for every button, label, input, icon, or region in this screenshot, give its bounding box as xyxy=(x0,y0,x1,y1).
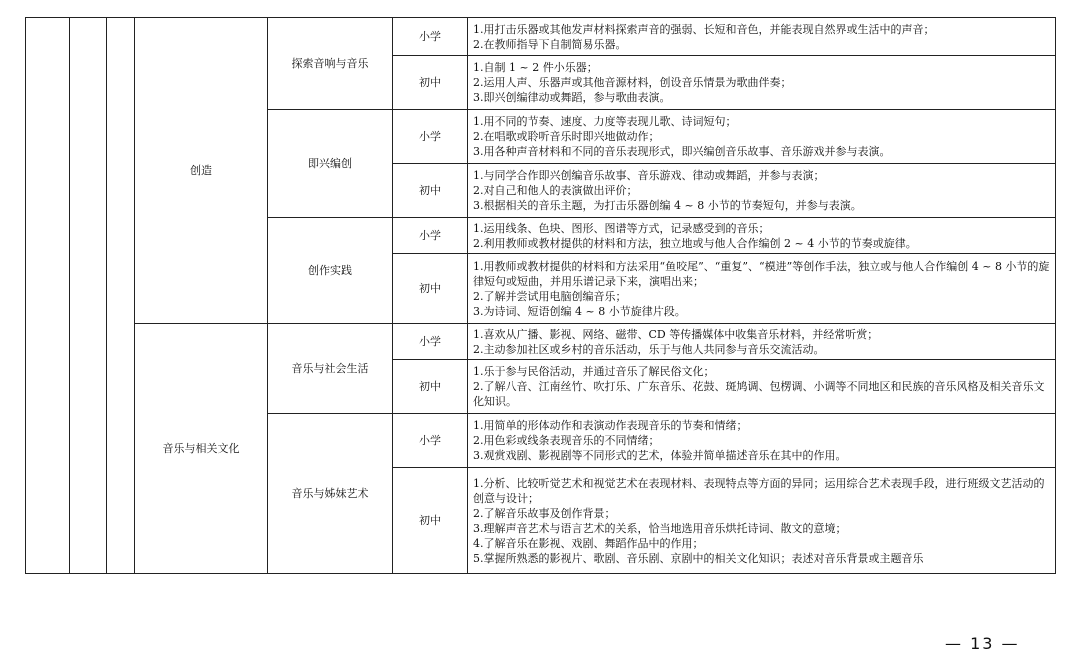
level-cell: 小学 xyxy=(393,414,468,468)
item-line: 1.自制 1 ~ 2 件小乐器； xyxy=(473,61,598,74)
item-line: 2.利用教师或教材提供的材料和方法，独立地或与他人合作编创 2 ~ 4 小节的节奏或旋律。 xyxy=(473,236,917,250)
item-line: 1.运用线条、色块、图形、图谱等方式，记录感受到的音乐； xyxy=(473,221,770,235)
item-line: 2.了解并尝试用电脑创编音乐； xyxy=(473,289,627,303)
item-line: 3.根据相关的音乐主题，为打击乐器创编 4 ~ 8 小节的节奏短句，并参与表演。 xyxy=(473,199,862,212)
items-cell xyxy=(468,254,1056,324)
blank-col-3 xyxy=(107,18,135,574)
item-line: 1.用打击乐器或其他发声材料探索声音的强弱、长短和音色，并能表现自然界或生活中的声音； xyxy=(473,22,935,36)
items-cell xyxy=(468,218,1056,254)
level-cell: 初中 xyxy=(393,254,468,324)
subarea-cell: 探索音响与音乐 xyxy=(268,18,393,110)
items-cell xyxy=(468,164,1056,218)
item-line: 2.了解八音、江南丝竹、吹打乐、广东音乐、花鼓、斑鸠调、包楞调、小调等不同地区和民族的音乐风格及相关音乐文化知识。 xyxy=(473,380,1045,408)
level-cell: 初中 xyxy=(393,56,468,110)
item-line: 1.用教师或教材提供的材料和方法采用“鱼咬尾”、“重复”、“模进”等创作手法，独立或与他人合作编创 4 ~ 8 小节的旋律短句或短曲，并用乐谱记录下来，演唱出来； xyxy=(473,259,1050,288)
items-cell xyxy=(468,360,1056,414)
level-cell: 小学 xyxy=(393,18,468,56)
items-cell xyxy=(468,414,1056,468)
level-cell: 小学 xyxy=(393,324,468,360)
item-line: 2.对自己和他人的表演做出评价； xyxy=(473,184,638,197)
item-line: 2.运用人声、乐器声或其他音源材料，创设音乐情景为歌曲伴奏； xyxy=(473,76,792,89)
item-line: 1.乐于参与民俗活动，并通过音乐了解民俗文化； xyxy=(473,365,715,378)
subarea-cell: 即兴编创 xyxy=(268,110,393,218)
level-cell: 小学 xyxy=(393,218,468,254)
item-line: 4.了解音乐在影视、戏剧、舞蹈作品中的作用； xyxy=(473,536,704,550)
items-cell xyxy=(468,56,1056,110)
items-cell xyxy=(468,468,1056,574)
item-line: 3.即兴创编律动或舞蹈，参与歌曲表演。 xyxy=(473,91,671,104)
item-line: 3.为诗词、短语创编 4 ~ 8 小节旋律片段。 xyxy=(473,304,686,318)
table-row xyxy=(26,324,1056,360)
item-line: 3.理解声音艺术与语言艺术的关系，恰当地选用音乐烘托诗词、散文的意境； xyxy=(473,521,847,535)
area-cell: 音乐与相关文化 xyxy=(135,324,268,574)
area-cell: 创造 xyxy=(135,18,268,324)
items-cell xyxy=(468,110,1056,164)
level-cell: 初中 xyxy=(393,164,468,218)
item-line: 1.分析、比较听觉艺术和视觉艺术在表现材料、表现特点等方面的异同；运用综合艺术表现手段，进行班级文艺活动的创意与设计； xyxy=(473,476,1045,505)
item-line: 2.了解音乐故事及创作背景； xyxy=(473,506,616,520)
item-line: 2.在教师指导下自制简易乐器。 xyxy=(473,37,627,51)
subarea-cell: 创作实践 xyxy=(268,218,393,324)
item-line: 2.在唱歌或聆听音乐时即兴地做动作； xyxy=(473,130,660,143)
item-line: 1.用简单的形体动作和表演动作表现音乐的节奏和情绪； xyxy=(473,419,748,432)
blank-col-1 xyxy=(26,18,70,574)
items-cell xyxy=(468,18,1056,56)
subarea-cell: 音乐与姊妹艺术 xyxy=(268,414,393,574)
item-line: 5.掌握所熟悉的影视片、歌剧、音乐剧、京剧中的相关文化知识；表述对音乐背景或主题音乐 xyxy=(473,551,924,565)
curriculum-table xyxy=(25,17,1056,574)
item-line: 1.喜欢从广播、影视、网络、磁带、CD 等传播媒体中收集音乐材料，并经常听赏； xyxy=(473,327,879,341)
level-cell: 小学 xyxy=(393,110,468,164)
item-line: 2.主动参加社区或乡村的音乐活动，乐于与他人共同参与音乐交流活动。 xyxy=(473,342,825,356)
item-line: 3.观赏戏剧、影视剧等不同形式的艺术，体验并简单描述音乐在其中的作用。 xyxy=(473,449,847,462)
level-cell: 初中 xyxy=(393,468,468,574)
item-line: 1.与同学合作即兴创编音乐故事、音乐游戏、律动或舞蹈，并参与表演； xyxy=(473,169,825,182)
level-cell: 初中 xyxy=(393,360,468,414)
items-cell xyxy=(468,324,1056,360)
page-number: — 13 — xyxy=(945,634,1020,653)
item-line: 1.用不同的节奏、速度、力度等表现儿歌、诗词短句； xyxy=(473,115,737,128)
item-line: 3.用各种声音材料和不同的音乐表现形式，即兴编创音乐故事、音乐游戏并参与表演。 xyxy=(473,145,891,158)
table-row xyxy=(26,18,1056,56)
blank-col-2 xyxy=(70,18,107,574)
item-line: 2.用色彩或线条表现音乐的不同情绪； xyxy=(473,434,660,447)
subarea-cell: 音乐与社会生活 xyxy=(268,324,393,414)
